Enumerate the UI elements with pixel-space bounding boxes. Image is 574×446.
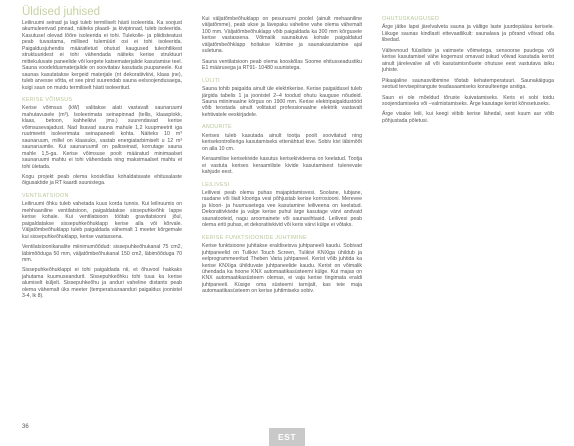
column-middle <box>202 16 362 299</box>
heading-sauna-water: LEILIVESI <box>202 181 230 188</box>
paragraph-duct-dimensions: Ventilatsioonikanalite miinimumõõdud: sissepuhkeõhukanal 75 cm2, läbimõõduga 50 mm, väljatõmbeõhukanal 150 cm2, läbimõõduga 70 mm. <box>22 244 182 263</box>
paragraph-children: Ärge jätke lapsi järelvalveta sauna ja vältige laste juurdepääsu kerisele. Liikuge saunas kindlasti ettevaatlikult: saunalava ja põrand võivad olla libedad. <box>382 24 554 44</box>
paragraph-control: Kerise funktsioone juhitakse eraldiseisva juhtpaneeli kaudu. Sobivad juhtpaneelid on Tulikivi Touch Screen, Tulikivi KNXiga ühildub ja eelprogrammeeritud Theben Varia juhtpaneel. Kerist võib juhtida ka kerise KNXiga ühilduvate juhtpaneelide kaudu. Kerist on võimalik ühendada ka hoone KNX automaatikasüsteemi külge. Kui majas on KNX automaatikasüsteem olemas, ei vaja kerise tingimata eraldi juhtpaneeli. Küsige oma süsteemi tarnijalt, kas teie maja automaatikasüsteem on kerise juhtimiseks sobiv. <box>202 243 362 295</box>
heading-control: KERISE FUNKTSIOONIDE JUHTIMINE <box>202 234 307 241</box>
column-left <box>22 20 182 304</box>
paragraph-supervision: Vältevnoud füüsiliste ja vaimsete võimetega, sensoorse puudega või kerise kasutamisel vähe kogemusi omavad isikud võivad kasutada kerist ainult järelevalve all või kasutamisnõuete ohutuse eest vastutava isiku juhiste. <box>382 47 554 74</box>
paragraph-regulations: Kogu projekt peab olema kooskõlas kohaldatavate ehitusalaste õigusaktide ja RT kaardi suunistega. <box>22 173 182 187</box>
heading-safety: OHUTUSKAUGUSED <box>382 16 440 22</box>
column-right <box>382 16 554 128</box>
paragraph-insulation: Leiliruumi seinad ja lagi tuleb termiliselt hästi isoleerida. Ka soojust akumuleerivad pinnad, näiteks plaadi- ja kivipinnad, tuleb isoleerida. Kasutusel olevad lõõre isoleerida ei tohi. Tulekolle- ja pliidisteatusi peab tuvastama, millised tulemüüri osi ei tohi isoleerida. Paigaldusjuhendis määratletud ohutud kaugused tuleohtlikest struktuuridest ei tohi vähendada näiteks kerise struktuuri mittekuluvate paneelide või kergete katsematerjalide kasutamise teel. Sauna voodeldusmaterjalide on soovitatav kasutada puupaneele. Kui saunas kasutatakse kergeid materjale (nt dekoratiivkivi, klaas jne), tuleb arvesse võtta, et see pind suurendab sauna eelsoojendusaega, kuigi saun on muidu termiliselt hästi isoleeritud. <box>22 20 182 91</box>
paragraph-ventilation: Leiliruumi õhku tuleb vahetada kuus korda tunnis. Kui leiliruumis on mehhaaniline ventilatsioon, paigaldatakse sissepuhkeõhk lappe kerise kohale. Kui ventilatsioon töötab gravitatsiooni jõul, paigaldatakse sissepuhkeõhuklapp kerise alla või kõrvale. Väljatõmbeõhuklapp tuleb paigaldada vähemalt 1 meeter kõrgemale kui sissepuhkeõhuklapp, kerise vastassena. <box>22 201 182 240</box>
heading-ventilation: VENTILATSIOON <box>22 192 69 199</box>
paragraph-ventilation-code: Sauna ventilatsioon peab olema kooskõlas Soome ehitusseadustiku E1 määrusega ja RT91- 10480 suunistega. <box>202 58 362 72</box>
paragraph-drying: Saun ei ole mõeldud tõruste kuivatamiseks. Keris ei sobi toidu soojendamiseks või –valmistamiseks. Ärge kasutage kerist kõrvsetuseks. <box>382 94 554 107</box>
paragraph-sauna-water: Leilivesi peab olema puhas majapidamisvesi. Soolane, lubjane, raudane või liialt klooriga vesi põhjustab kerise korrosiooni. Merevee ja kloori- ja huumusetega vee kasutamine leiliveena on keelatud. Dekoratiivkivide ja valge kerise puhul ärge kasutage värvi andvaid saunatooteid, nagu aroomainete või saunavihtasid. Leilivesi peab olema eriti puhas, et dekoratiivkivid või keris värvi külge ei võtaks. <box>202 189 362 229</box>
paragraph-ceramic-stones: Keraamilise kerisekivide kasutus kerisekivideena on keelatud. Tootja ei vastuta kerises keraamiliste kivide kasutamisest tulenevate kahjude eest. <box>202 156 362 176</box>
language-tab: EST <box>269 428 305 446</box>
paragraph-heater-power: Kerise võimsus (kW) valitakse alati vastavalt saunaruumi mahutavusele (m³). Isoleerimata seinapinnad (tellis, klaasplokk, klaas, betoon, kahhelkivi jms.) suurendavad kerise võimsusevajadust. Nad lisavad sauna mahule 1,2 kuupmeetrit iga ruutmeetri isoleerimata seinapaneeli kohta. Näiteks 10 m³ saunaruum, millel on klaasuks, vastab energiatarbimiselt u 12 m³ saunaruumile. Kui saunaruumil on palkseinad, korrutage sauna mahle 1,5-ga. Kerise võimsuse poolt määratud minimaalset saunaruumi mahtu ei tohi vähendada ning maksimaalset mahtu ei tohi ületada. <box>22 105 182 170</box>
paragraph-supply-air: Sissepuhkeõhuklappi ei tohi paigaldada nii, et õhuvool hakkaks jahutama kuumuseandurit. Sissepuhkeõhku tohi tuua ka kerise alumiselt küljelt. Sissepuhkeõhu ja anduri vaheline distants peab olema vähemalt üks meeter (temperatuuraanduri paigaldus joonistel 3-4, lk 8). <box>22 267 182 300</box>
page-title: Üldised juhised <box>22 6 100 18</box>
heading-sensors: ANDURITE <box>202 124 232 131</box>
heading-heater-power: KERISE VÕIMSUS <box>22 96 73 103</box>
paragraph-installation: Sauna tohib paigalda ainult üle elektrikerise. Kerise paigaldusel tuleb järgida tabelis 1 ja joonistel 2–4 toodud ohutu kauguse nõudeid. Sauna miinimaalne kõrgus on 1900 mm. Kerise elektripaigaldustööd võib teostada ainult volitatud professionaalne elektrik vastavalt kehtivatele eeskirjadele. <box>202 86 362 118</box>
paragraph-steam: Ärge visake leili, kui keegi viibib kerise lähedal, sest kuum aur võib põhjustada põletusi. <box>382 111 554 124</box>
paragraph-exhaust-valve: Kui väljatõmbeõhuklapp on pesuruumi poolel (ainult mehaaniline väljatõmme), peab ukse ja lävepaku vaheline vahe olema vähemalt 100 mm. Väljatõmbeõhuklapp võib paigaldada ka 300 mm kõrgusele kerise vastassena. Võimalik saunakuiva kohale paigaldatud väljatõmbeõhklapp hoitakse kütmise ja saunakasutamise ajal suletuna. <box>202 16 362 55</box>
paragraph-stones: Kerises tuleb kasutada ainult tootja poolt soovitatud ning kerisekontrolleriga kasutamiseks ettenähtud kive. Sobiv kivi läbimõõt on alla 10 cm. <box>202 132 362 152</box>
heading-switch: LÜLITI <box>202 77 220 84</box>
paragraph-health: Pikaajaline saunasviibimine tõstab kehatemperatuuri. Saunakäiguga seotud tervisepiirangute teadasaamiseks konsulteerige arstiga. <box>382 77 554 91</box>
page-number: 36 <box>22 424 29 430</box>
